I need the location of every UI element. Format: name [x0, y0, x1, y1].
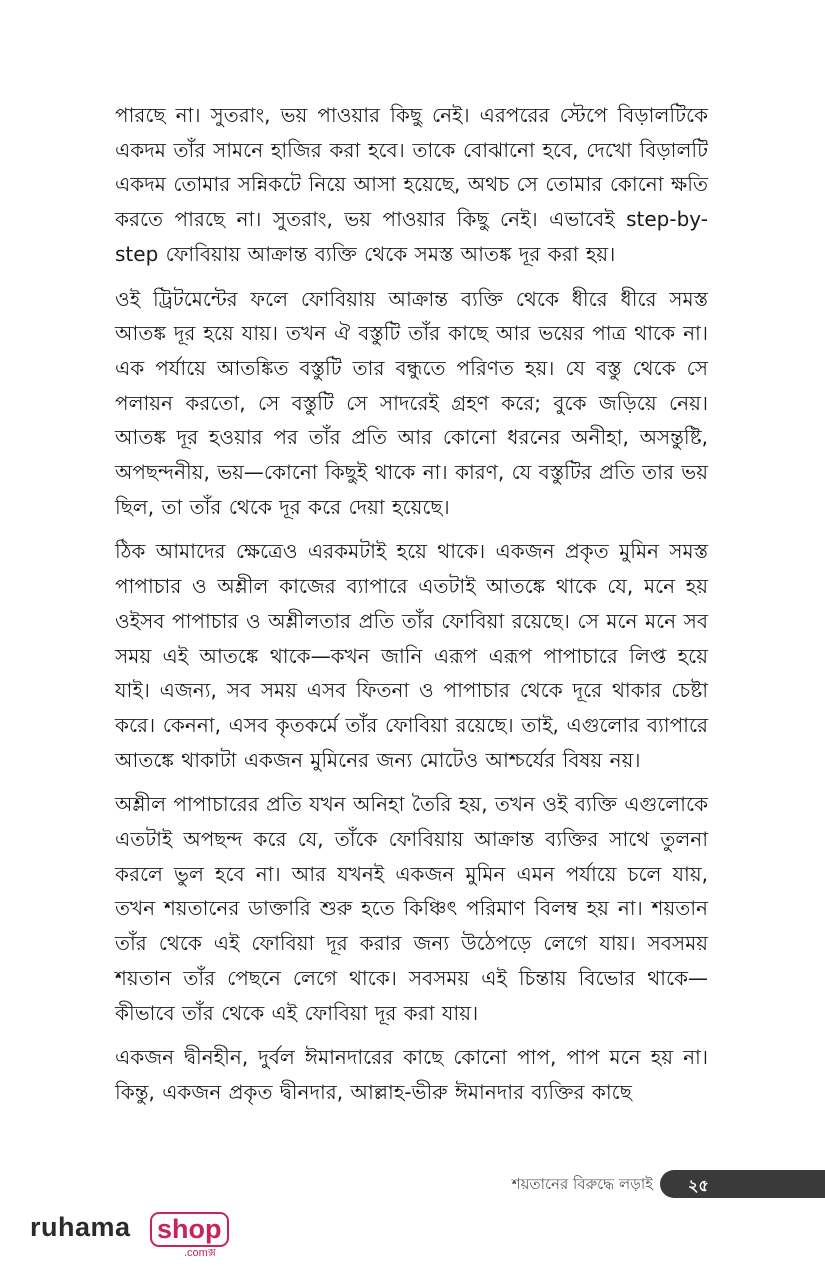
logo-shop-badge: shop	[150, 1212, 229, 1247]
paragraph-3: ঠিক আমাদের ক্ষেত্রেও এরকমটাই হয়ে থাকে। একজন প্রকৃত মুমিন সমস্ত পাপাচার ও অশ্লীল কাজের ব্যাপারে এতটাই আতঙ্কে থাকে যে, মনে হয় ওইসব পাপাচার ও অশ্লীলতার প্রতি তাঁর ফোবিয়া রয়েছে। সে মনে মনে সব সময় এই আতঙ্কে থাকে—কখন জানি এরূপ এরূপ পাপাচারে লিপ্ত হয়ে যাই। এজন্য, সব সময় এসব ফিতনা ও পাপাচার থেকে দূরে থাকার চেষ্টা করে। কেননা, এসব কৃতকর্মে তাঁর ফোবিয়া রয়েছে। তাই, এগুলোর ব্যাপারে আতঙ্কে থাকাটা একজন মুমিনের জন্য মোটেও আশ্চর্যের বিষয় নয়।	[115, 539, 708, 772]
page-footer	[0, 1170, 825, 1198]
paragraph-5: একজন দ্বীনহীন, দুর্বল ঈমানদারের কাছে কোনো পাপ, পাপ মনে হয় না। কিন্তু, একজন প্রকৃত দ্বীনদার, আল্লাহ-ভীরু ঈমানদার ব্যক্তির কাছে	[115, 1045, 708, 1104]
logo-domain: .comক্স	[184, 1247, 216, 1259]
paragraph-4: অশ্লীল পাপাচারের প্রতি যখন অনিহা তৈরি হয়, তখন ওই ব্যক্তি এগুলোকে এতটাই অপছন্দ করে যে, তাঁকে ফোবিয়ায় আক্রান্ত ব্যক্তির সাথে তুলনা করলে ভুল হবে না। আর যখনই একজন মুমিন এমন পর্যায়ে চলে যায়, তখন শয়তানের ডাক্তারি শুরু হতে কিঞ্চিৎ পরিমাণ বিলম্ব হয় না। শয়তান তাঁর থেকে এই ফোবিয়া দূর করার জন্য উঠেপড়ে লেগে যায়। সবসময় শয়তান তাঁর পেছনে লেগে থাকে। সবসময় এই চিন্তায় বিভোর থাকে—কীভাবে তাঁর থেকে এই ফোবিয়া দূর করা যায়।	[115, 792, 708, 1025]
logo-brand-word: ruhama	[30, 1212, 131, 1242]
watermark-logo	[30, 1210, 230, 1260]
paragraph-2: ওই ট্রিটমেন্টের ফলে ফোবিয়ায় আক্রান্ত ব্যক্তি থেকে ধীরে ধীরে সমস্ত আতঙ্ক দূর হয়ে যায়। তখন ঐ বস্তুটি তাঁর কাছে আর ভয়ের পাত্র থাকে না। এক পর্যায়ে আতঙ্কিত বস্তুটি তার বন্ধুতে পরিণত হয়। যে বস্তু থেকে সে পলায়ন করতো, সে বস্তুটি সে সাদরেই গ্রহণ করে; বুকে জড়িয়ে নেয়। আতঙ্ক দূর হওয়ার পর তাঁর প্রতি আর কোনো ধরনের অনীহা, অসন্তুষ্টি, অপছন্দনীয়, ভয়—কোনো কিছুই থাকে না। কারণ, যে বস্তুটির প্রতি তার ভয় ছিল, তা তাঁর থেকে দূর করে দেয়া হয়েছে।	[115, 286, 708, 519]
paragraph-1: পারছে না। সুতরাং, ভয় পাওয়ার কিছু নেই। এরপরের স্টেপে বিড়ালটিকে একদম তাঁর সামনে হাজির করা হবে। তাকে বোঝানো হবে, দেখো বিড়ালটি একদম তোমার সন্নিকটে নিয়ে আসা হয়েছে, অথচ সে তোমার কোনো ক্ষতি করতে পারছে না। সুতরাং, ভয় পাওয়ার কিছু নেই। এভাবেই step-by-step ফোবিয়ায় আক্রান্ত ব্যক্তি থেকে সমস্ত আতঙ্ক দূর করা হয়।	[115, 103, 708, 266]
document-body	[115, 98, 708, 1120]
running-title: শয়তানের বিরুদ্ধে লড়াই	[511, 1175, 653, 1193]
page-number: ২৫	[688, 1176, 709, 1195]
page-number-tab	[660, 1170, 825, 1198]
